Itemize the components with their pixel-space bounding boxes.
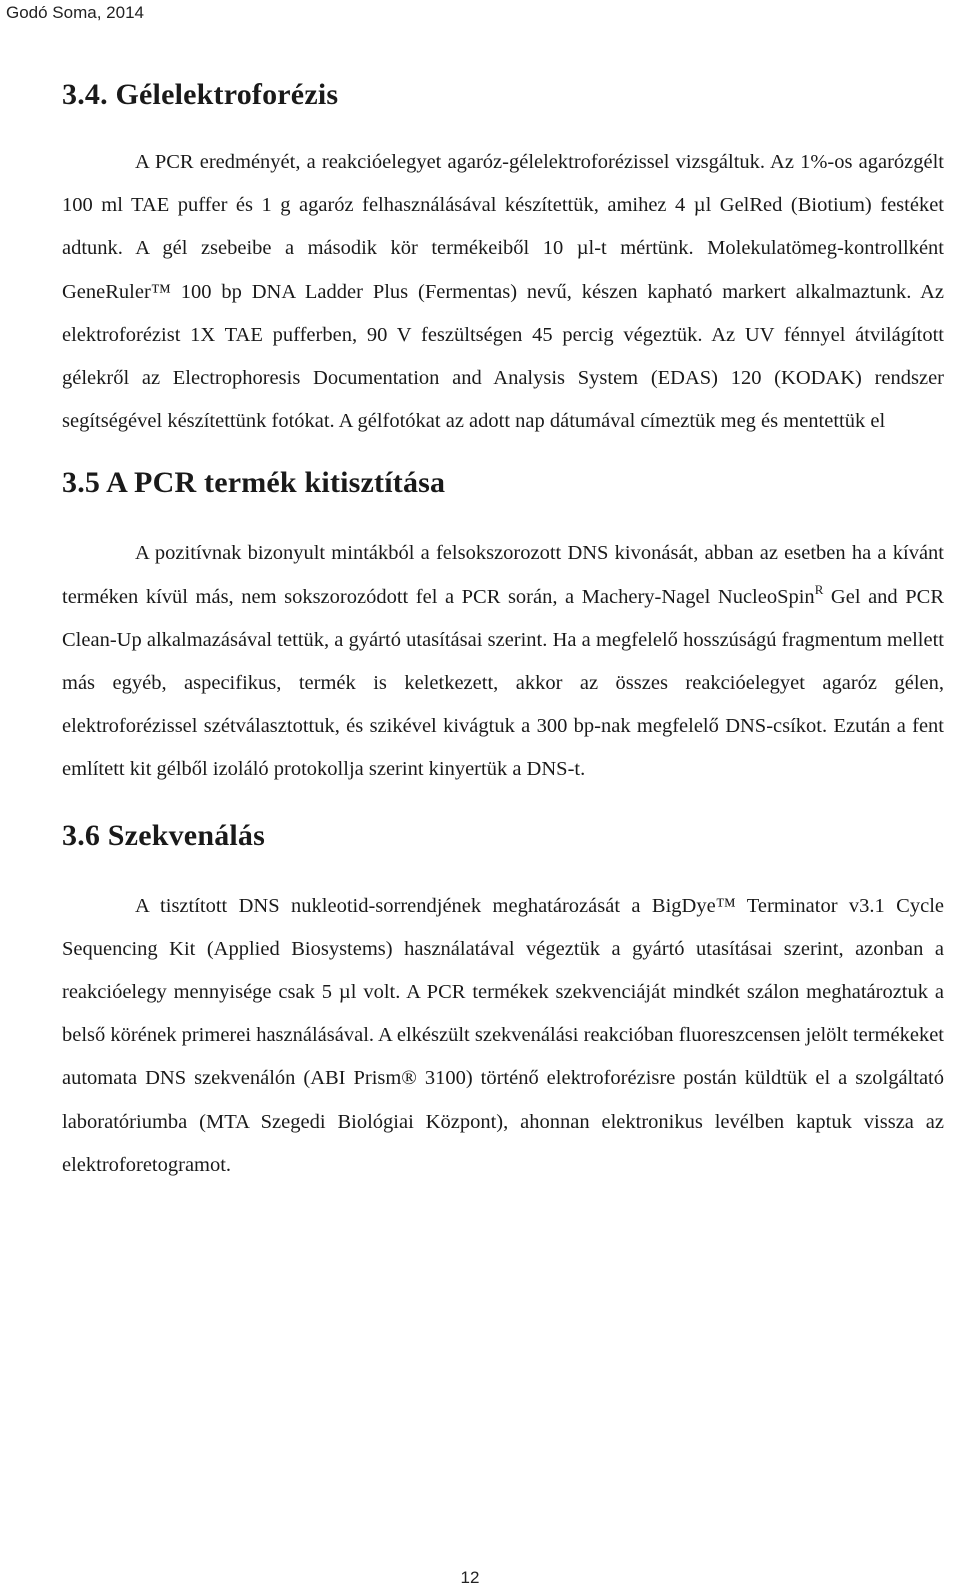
registered-superscript: R <box>814 581 824 597</box>
document-body <box>62 70 944 1187</box>
section-heading-szekvenalas: 3.6 Szekvenálás <box>62 818 266 852</box>
section-paragraph-gelelektroforezis: A PCR eredményét, a reakcióelegyet agaróz-gélelektroforézissel vizsgáltuk. Az 1%-os agarózgélt 100 ml TAE puffer és 1 g agaróz felhasználásával készítettük, amihez 4 µl GelRed (Biotium) festéket adtunk. A gél zsebeibe a második kör termékeiből 10 µl-t mértünk. Molekulatömeg-kontrollként GeneRuler™ 100 bp DNA Ladder Plus (Fermentas) nevű, készen kapható markert alkalmaztunk. Az elektroforézist 1X TAE pufferben, 90 V feszültségen 45 percig végeztük. Az UV fénnyel átvilágított gélekről az Electrophoresis Documentation and Analysis System (EDAS) 120 (KODAK) rendszer segítségével készítettünk fotókat. A gélfotókat az adott nap dátumával címeztük meg és mentettük el <box>62 151 944 433</box>
section-heading-pcr-termek: 3.5 A PCR termék kitisztítása <box>62 466 446 500</box>
paragraph-text-part: Gel and PCR Clean-Up alkalmazásával tettük, a gyártó utasításai szerint. Ha a megfelelő hosszúságú fragmentum mellett más egyéb, aspecifikus, termék is keletkezett, akkor az összes reakcióelegyet agaróz gélen, elektroforézissel szétválasztottuk, és szikével kivágtuk a 300 bp-nak megfelelő DNS-csíkot. Ezután a fent említett kit gélből izoláló protokollja szerint kinyertük a DNS-t. <box>62 585 944 781</box>
section-paragraph-pcr-termek <box>62 532 944 791</box>
section-paragraph-szekvenalas: A tisztított DNS nukleotid-sorrendjének meghatározását a BigDye™ Terminator v3.1 Cycle Sequencing Kit (Applied Biosystems) használatával végeztük a gyártó utasításai szerint, azonban a reakcióelegy mennyisége csak 5 µl volt. A PCR termékek szekvenciáját mindkét szálon meghatároztuk a belső körének primerei használásával. A elkészült szekvenálási reakcióban fluoreszcensen jelölt termékeket automata DNS szekvenálón (ABI Prism® 3100) történő elektroforézisre postán küldtük el a szolgáltató laboratóriumba (MTA Szegedi Biológiai Központ), ahonnan elektronikus levélben kaptuk vissza az elektroforetogramot. <box>62 894 944 1176</box>
section-heading-gelelektroforezis: 3.4. Gélelektroforézis <box>62 78 339 111</box>
running-header: Godó Soma, 2014 <box>6 3 144 22</box>
paragraph-text-part: A pozitívnak bizonyult mintákból a felsokszorozott DNS kivonását, abban az esetben ha a kívánt terméken kívül más, nem sokszorozódott fel a PCR során, a Machery-Nagel NucleoSpin <box>62 542 944 608</box>
page-number: 12 <box>460 1568 480 1587</box>
